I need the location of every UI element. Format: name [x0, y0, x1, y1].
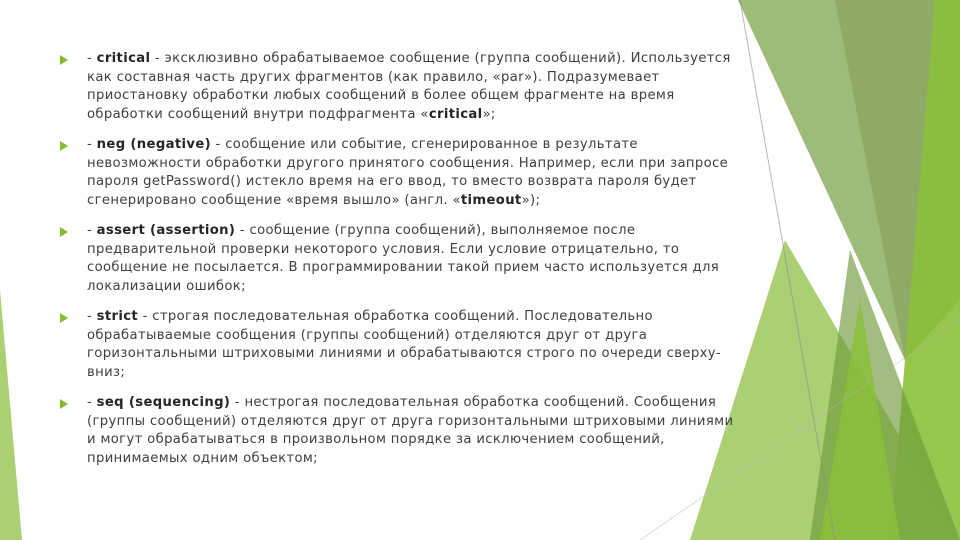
item-text: - эксклюзивно обрабатываемое сообщение (группа сообщений). Используется как составная часть других фрагментов (как правило, «par»). Подразумевает приостановку обработки любых сообщений в более общем фрагменте на время обработки сообщений внутри подфрагмента « — [87, 51, 731, 122]
term-assert: assert (assertion) — [96, 223, 236, 238]
item-text: - сообщение (группа сообщений), выполняемое после предварительной проверки некоторого условия. Если условие отрицательно, то сообщение не посылается. В программировании такой прием часто используется для локализации ошибок; — [87, 223, 720, 294]
item-dash: - — [87, 309, 97, 324]
term-critical: critical — [96, 51, 151, 66]
term-seq: seq (sequencing) — [96, 395, 231, 410]
term-neg: neg (negative) — [96, 137, 212, 152]
term-critical-inline: critical — [428, 106, 483, 122]
term-timeout: timeout — [460, 192, 522, 208]
item-dash: - — [87, 223, 97, 238]
list-item-assert — [60, 222, 740, 296]
item-text: - строгая последовательная обработка сообщений. Последовательно обрабатываемые сообщения (группы сообщений) отделяются друг от друга горизонтальными штриховыми линиями и обрабатываются строго по очереди сверху-вниз; — [87, 309, 721, 380]
bullet-arrow-icon — [60, 227, 68, 237]
list-item-neg — [60, 136, 740, 210]
bullet-arrow-icon — [60, 141, 68, 151]
item-tail: »; — [482, 106, 496, 122]
item-tail: »); — [521, 192, 541, 208]
list-item-critical — [60, 50, 740, 124]
item-dash: - — [87, 51, 97, 66]
item-text: - нестрогая последовательная обработка сообщений. Сообщения (группы сообщений) отделяются друг от друга горизонтальными штриховыми линиями и могут обрабатываться в произвольном порядке за исключением сообщений, принимаемых одним объектом; — [87, 395, 734, 466]
list-item-strict — [60, 308, 740, 382]
bullet-list — [60, 50, 740, 480]
term-strict: strict — [96, 309, 139, 324]
bullet-arrow-icon — [60, 55, 68, 65]
item-dash: - — [87, 137, 97, 152]
item-dash: - — [87, 395, 97, 410]
bullet-arrow-icon — [60, 313, 68, 323]
bullet-arrow-icon — [60, 399, 68, 409]
left-green-sliver — [0, 290, 22, 540]
item-text: - сообщение или событие, сгенерированное в результате невозможности обработки другого принятого сообщения. Например, если при запросе пароля getPassword() истекло время на его ввод, то вместо возврата пароля будет сгенерировано сообщение «время вышло» (англ. « — [87, 137, 729, 208]
list-item-seq — [60, 394, 740, 468]
